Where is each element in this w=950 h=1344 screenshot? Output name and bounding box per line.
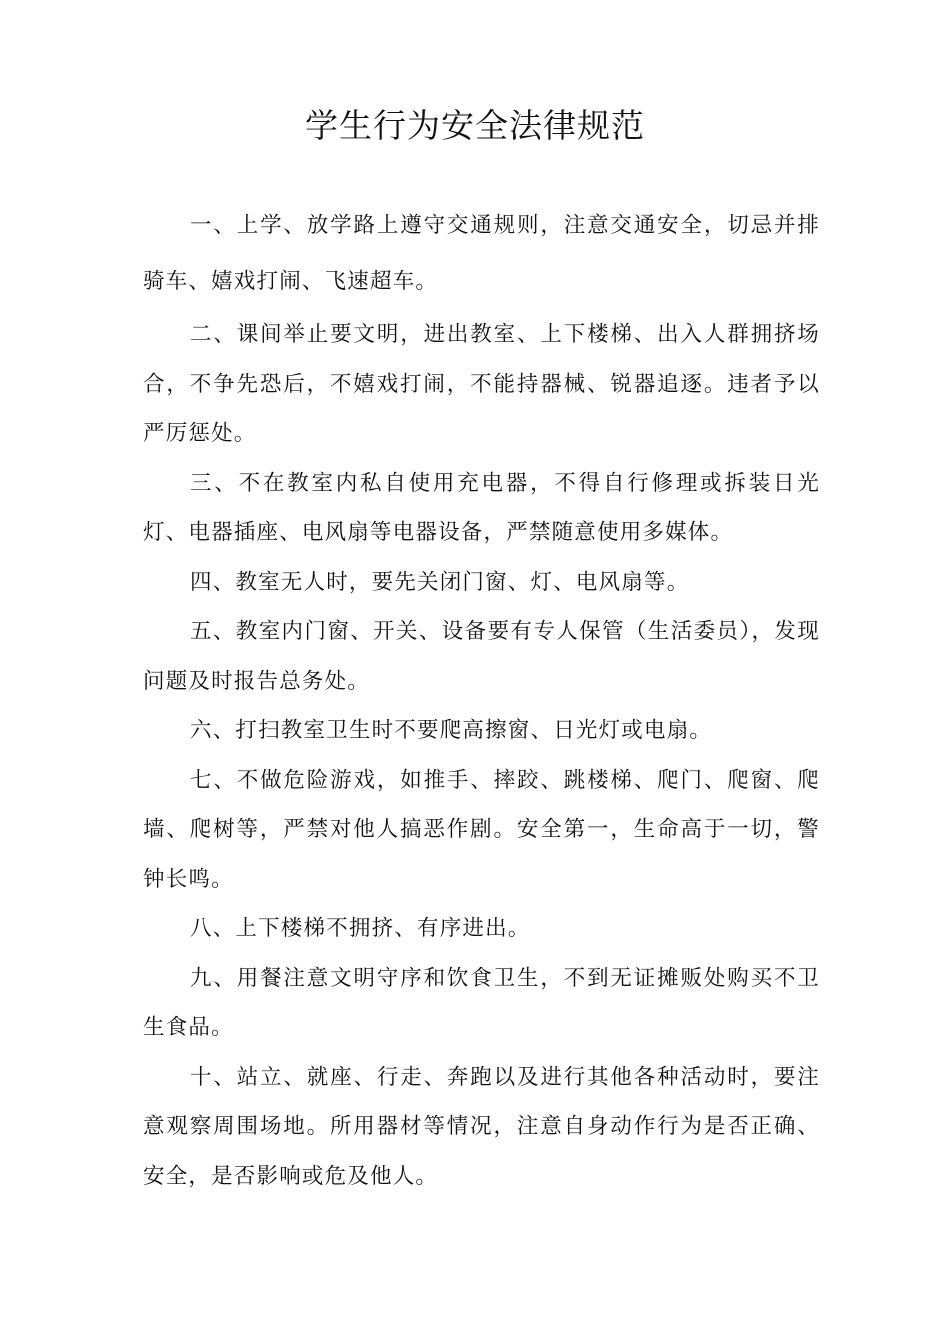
rule-paragraph-2: 二、课间举止要文明，进出教室、上下楼梯、出入人群拥挤场合，不争先恐后，不嬉戏打闹，不能持器械、锐器追逐。违者予以严厉惩处。 — [143, 322, 820, 446]
rule-paragraph-1: 一、上学、放学路上遵守交通规则，注意交通安全，切忌并排骑车、嬉戏打闹、飞速超车。 — [143, 213, 820, 294]
rule-paragraph-8: 八、上下楼梯不拥挤、有序进出。 — [190, 916, 531, 941]
rule-paragraph-9: 九、用餐注意文明守序和饮食卫生，不到无证摊贩处购买不卫生食品。 — [143, 965, 820, 1040]
rule-paragraph-10: 十、站立、就座、行走、奔跑以及进行其他各种活动时，要注意观察周围场地。所用器材等情况，注意自身动作行为是否正确、安全，是否影响或危及他人。 — [143, 1064, 820, 1189]
rule-paragraph-7: 七、不做危险游戏，如推手、摔跤、跳楼梯、爬门、爬窗、爬墙、爬树等，严禁对他人搞恶作剧。安全第一，生命高于一切，警钟长鸣。 — [143, 767, 820, 892]
rule-paragraph-5: 五、教室内门窗、开关、设备要有专人保管（生活委员），发现问题及时报告总务处。 — [143, 619, 820, 694]
rule-paragraph-4: 四、教室无人时，要先关闭门窗、灯、电风扇等。 — [190, 569, 690, 595]
document-title: 学生行为安全法律规范 — [305, 106, 645, 145]
rule-paragraph-6: 六、打扫教室卫生时不要爬高擦窗、日光灯或电扇。 — [190, 718, 713, 743]
rule-paragraph-3: 三、不在教室内私自使用充电器，不得自行修理或拆装日光灯、电器插座、电风扇等电器设备，严禁随意使用多媒体。 — [143, 470, 820, 545]
document-body — [143, 198, 820, 1201]
